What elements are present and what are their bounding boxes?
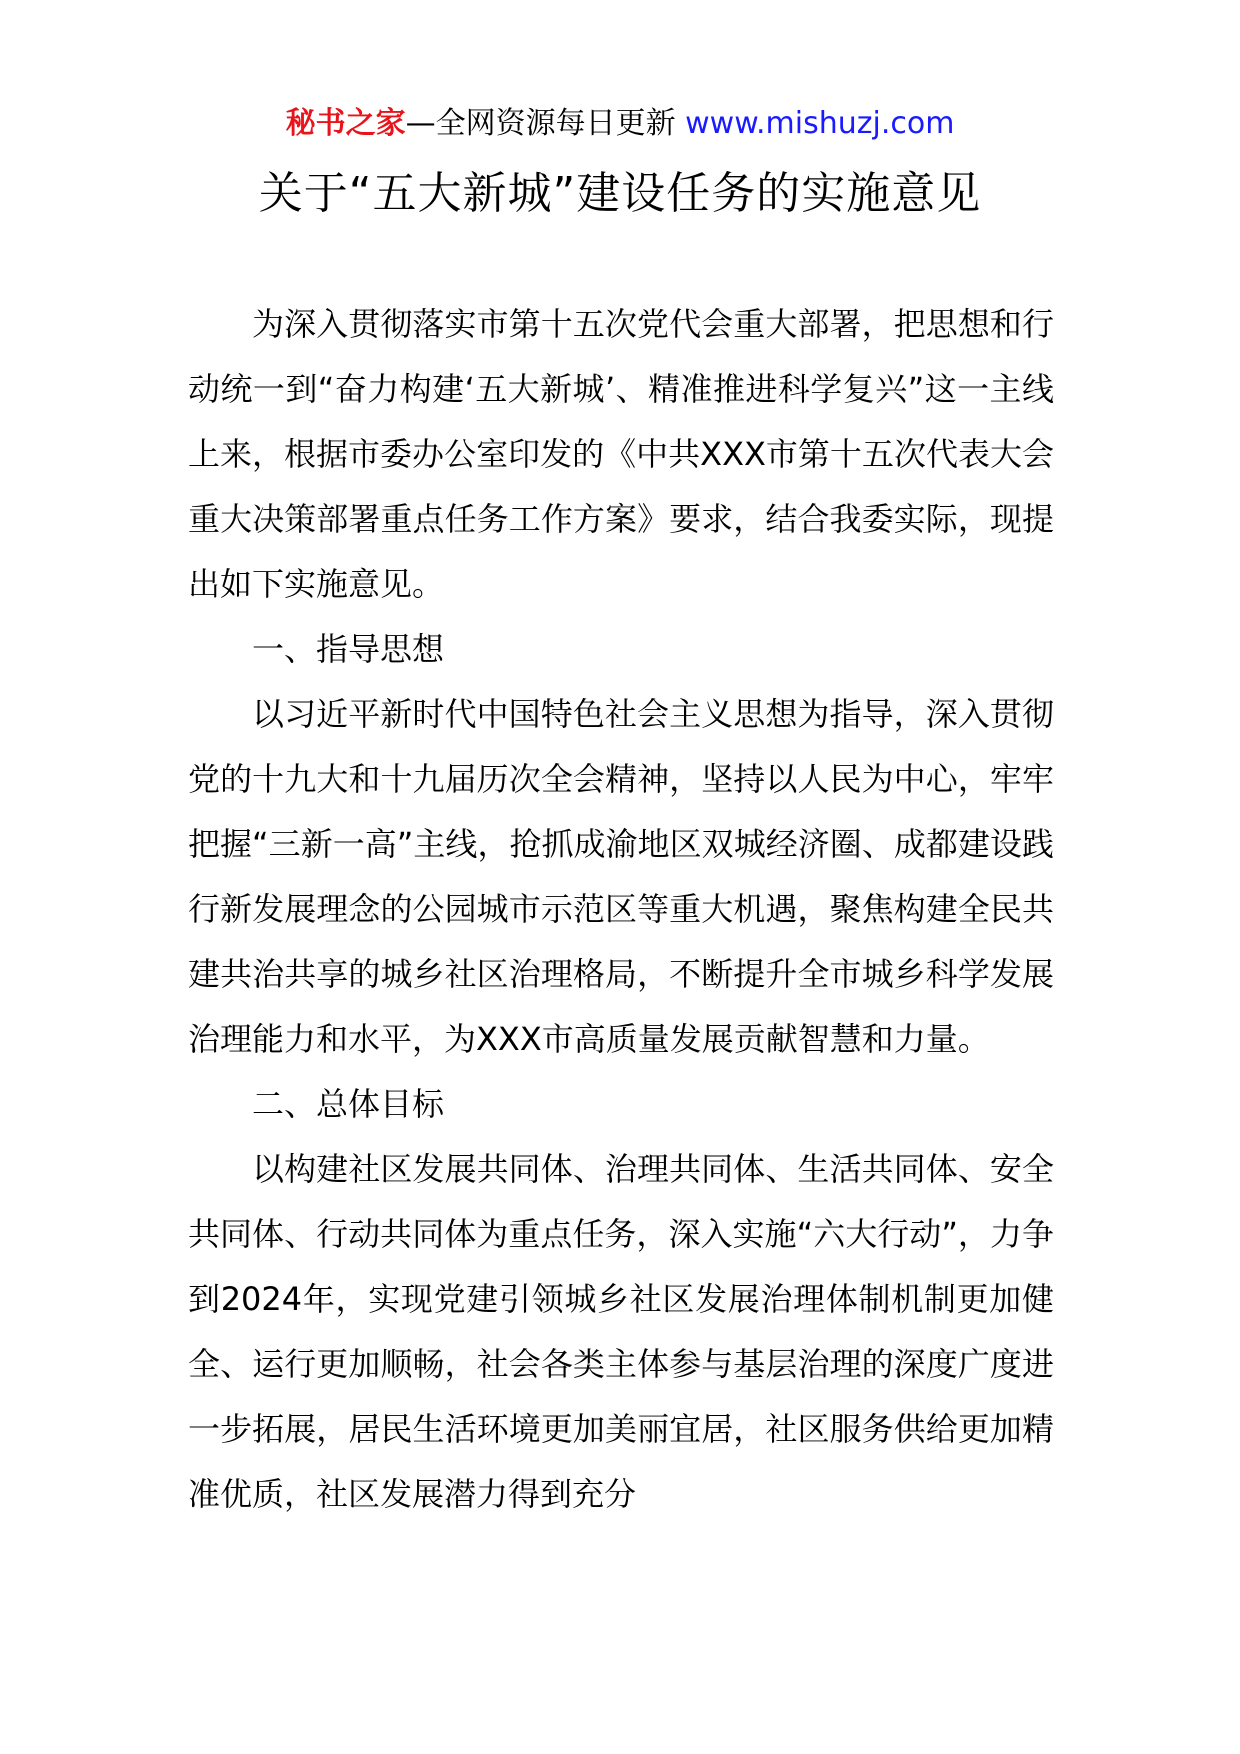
- section-heading-guiding-thought: 一、指导思想: [252, 630, 445, 668]
- site-tagline: —全网资源每日更新: [405, 106, 676, 141]
- site-header: [0, 104, 1240, 144]
- site-url-link[interactable]: www.mishuzj.com: [685, 106, 955, 141]
- intro-paragraph: 为深入贯彻落实市第十五次党代会重大部署，把思想和行动统一到“奋力构建‘五大新城’、精准推进科学复兴”这一主线上来，根据市委办公室印发的《中共XXX市第十五次代表大会重大决策部署重点任务工作方案》要求，结合我委实际，现提出如下实施意见。: [188, 305, 1054, 603]
- site-name: 秘书之家: [285, 106, 406, 141]
- document-body: [188, 292, 1054, 1527]
- section-paragraph-overall-goal: 以构建社区发展共同体、治理共同体、生活共同体、安全共同体、行动共同体为重点任务，深入实施“六大行动”，力争到2024年，实现党建引领城乡社区发展治理体制机制更加健全、运行更加顺畅，社会各类主体参与基层治理的深度广度进一步拓展，居民生活环境更加美丽宜居，社区服务供给更加精准优质，社区发展潜力得到充分: [188, 1150, 1054, 1513]
- section-paragraph-guiding-thought: 以习近平新时代中国特色社会主义思想为指导，深入贯彻党的十九大和十九届历次全会精神，坚持以人民为中心，牢牢把握“三新一高”主线，抢抓成渝地区双城经济圈、成都建设践行新发展理念的公园城市示范区等重大机遇，聚焦构建全民共建共治共享的城乡社区治理格局，不断提升全市城乡科学发展治理能力和水平，为XXX市高质量发展贡献智慧和力量。: [188, 695, 1054, 1058]
- section-heading-overall-goal: 二、总体目标: [252, 1085, 445, 1123]
- document-title: 关于“五大新城”建设任务的实施意见: [258, 168, 982, 219]
